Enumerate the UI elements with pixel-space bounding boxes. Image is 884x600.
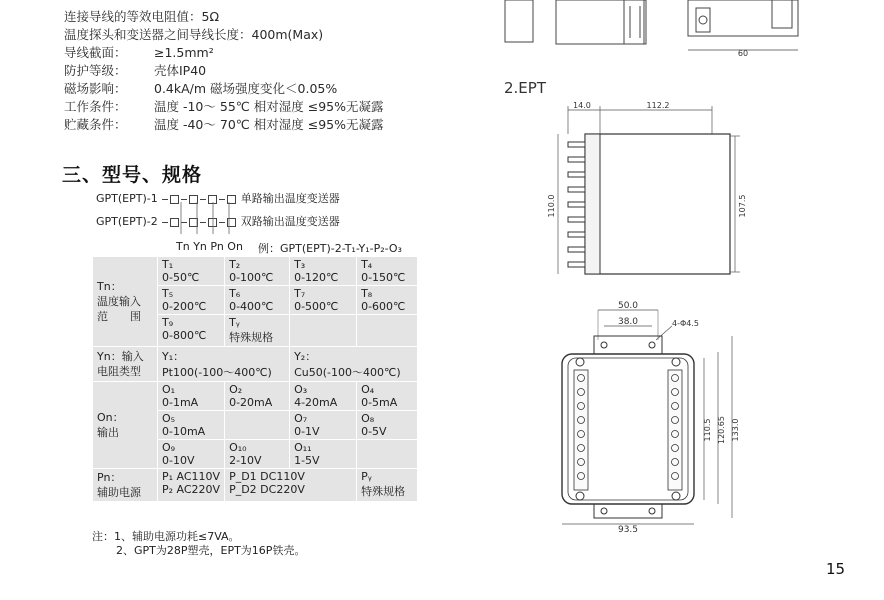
notes: 注：1、辅助电源功耗≤7VA。 2、GPT为28P塑壳，EPT为16P铁壳。 [92,530,306,557]
table-cell: Y₂： Cu50(-100～400℃) [290,347,418,382]
table-cell: O₁₀ 2-10V [225,440,290,469]
dim-50: 50.0 [617,301,639,311]
dim-133: 133.0 [731,418,740,442]
tn-header: Tn： 温度输入 范 围 [93,257,158,347]
table-cell: O₁ 0-1mA [158,382,225,411]
table-cell [290,315,357,347]
model-line-1: GPT(EPT)-1 单路输出温度变送器 [96,192,340,205]
table-cell [225,411,290,440]
table-cell: O₁₁ 1-5V [290,440,357,469]
table-cell [357,440,418,469]
table-cell: P₁ AC110V P₂ AC220V [158,469,225,502]
spec-resistance: 连接导线的等效电阻值：5Ω [64,9,220,24]
table-cell: Y₁： Pt100(-100～400℃) [158,347,290,382]
table-cell: T₅ 0-200℃ [158,286,225,315]
table-cell: O₃ 4-20mA [290,382,357,411]
spec-working: 工作条件： 温度 -10～ 55℃ 相对湿度 ≤95%无凝露 [64,99,384,114]
param-labels: Tn Yn Pn On [176,240,243,253]
spec-wire-length: 温度探头和变送器之间导线长度：400m(Max) [64,27,324,42]
table-cell: O₅ 0-10mA [158,411,225,440]
gpt-drawing-partial [500,0,820,62]
table-cell: T₂ 0-100℃ [225,257,290,286]
gpt-dim-60: 60 [737,49,749,58]
ept-title: 2.EPT [504,79,546,97]
table-cell: O₄ 0-5mA [357,382,418,411]
spec-protection: 防护等级： 壳体IP40 [64,63,207,78]
table-cell: T₆ 0-400℃ [225,286,290,315]
spec-storage: 贮藏条件： 温度 -40～ 70℃ 相对湿度 ≤95%无凝露 [64,117,384,132]
ept-front-view [548,300,748,540]
dim-107: 107.5 [738,194,747,218]
spec-table [92,256,418,502]
yn-header: Yn：输入 电阻类型 [93,347,158,382]
dim-120: 120.65 [717,416,726,444]
dim-14: 14.0 [573,101,591,110]
dim-hole: 4-Φ4.5 [672,319,699,328]
model-line-2: GPT(EPT)-2 双路输出温度变送器 [96,215,340,228]
table-cell: T₉ 0-800℃ [158,315,225,347]
table-cell: O₉ 0-10V [158,440,225,469]
table-cell: Tᵧ 特殊规格 [225,315,290,347]
pn-header: Pn： 辅助电源 [93,469,158,502]
table-cell: T₈ 0-600℃ [357,286,418,315]
dim-110: 110.0 [547,194,556,218]
table-cell: O₇ 0-1V [290,411,357,440]
table-cell: T₁ 0-50℃ [158,257,225,286]
dim-93: 93.5 [617,525,639,535]
page-number: 15 [826,560,846,578]
spec-wire-section: 导线截面： ≥1.5mm² [64,45,214,60]
table-cell: T₄ 0-150℃ [357,257,418,286]
section-title: 三、型号、规格 [62,164,203,186]
model-example: 例：GPT(EPT)-2-T₁-Y₁-P₂-O₃ [258,242,402,255]
table-cell: T₃ 0-120℃ [290,257,357,286]
spec-magnetic: 磁场影响： 0.4kA/m 磁场强度变化＜0.05% [64,81,338,96]
table-cell: T₇ 0-500℃ [290,286,357,315]
on-header: On： 输出 [93,382,158,469]
table-cell: Pᵧ 特殊规格 [357,469,418,502]
table-cell [357,315,418,347]
table-cell: O₈ 0-5V [357,411,418,440]
dim-110-5: 110.5 [703,418,712,442]
dim-38: 38.0 [617,317,639,327]
model-connector-lines [170,196,250,240]
dim-112: 112.2 [646,101,670,110]
ept-side-view [540,98,760,298]
table-cell: P_D1 DC110V P_D2 DC220V [225,469,357,502]
table-cell: O₂ 0-20mA [225,382,290,411]
